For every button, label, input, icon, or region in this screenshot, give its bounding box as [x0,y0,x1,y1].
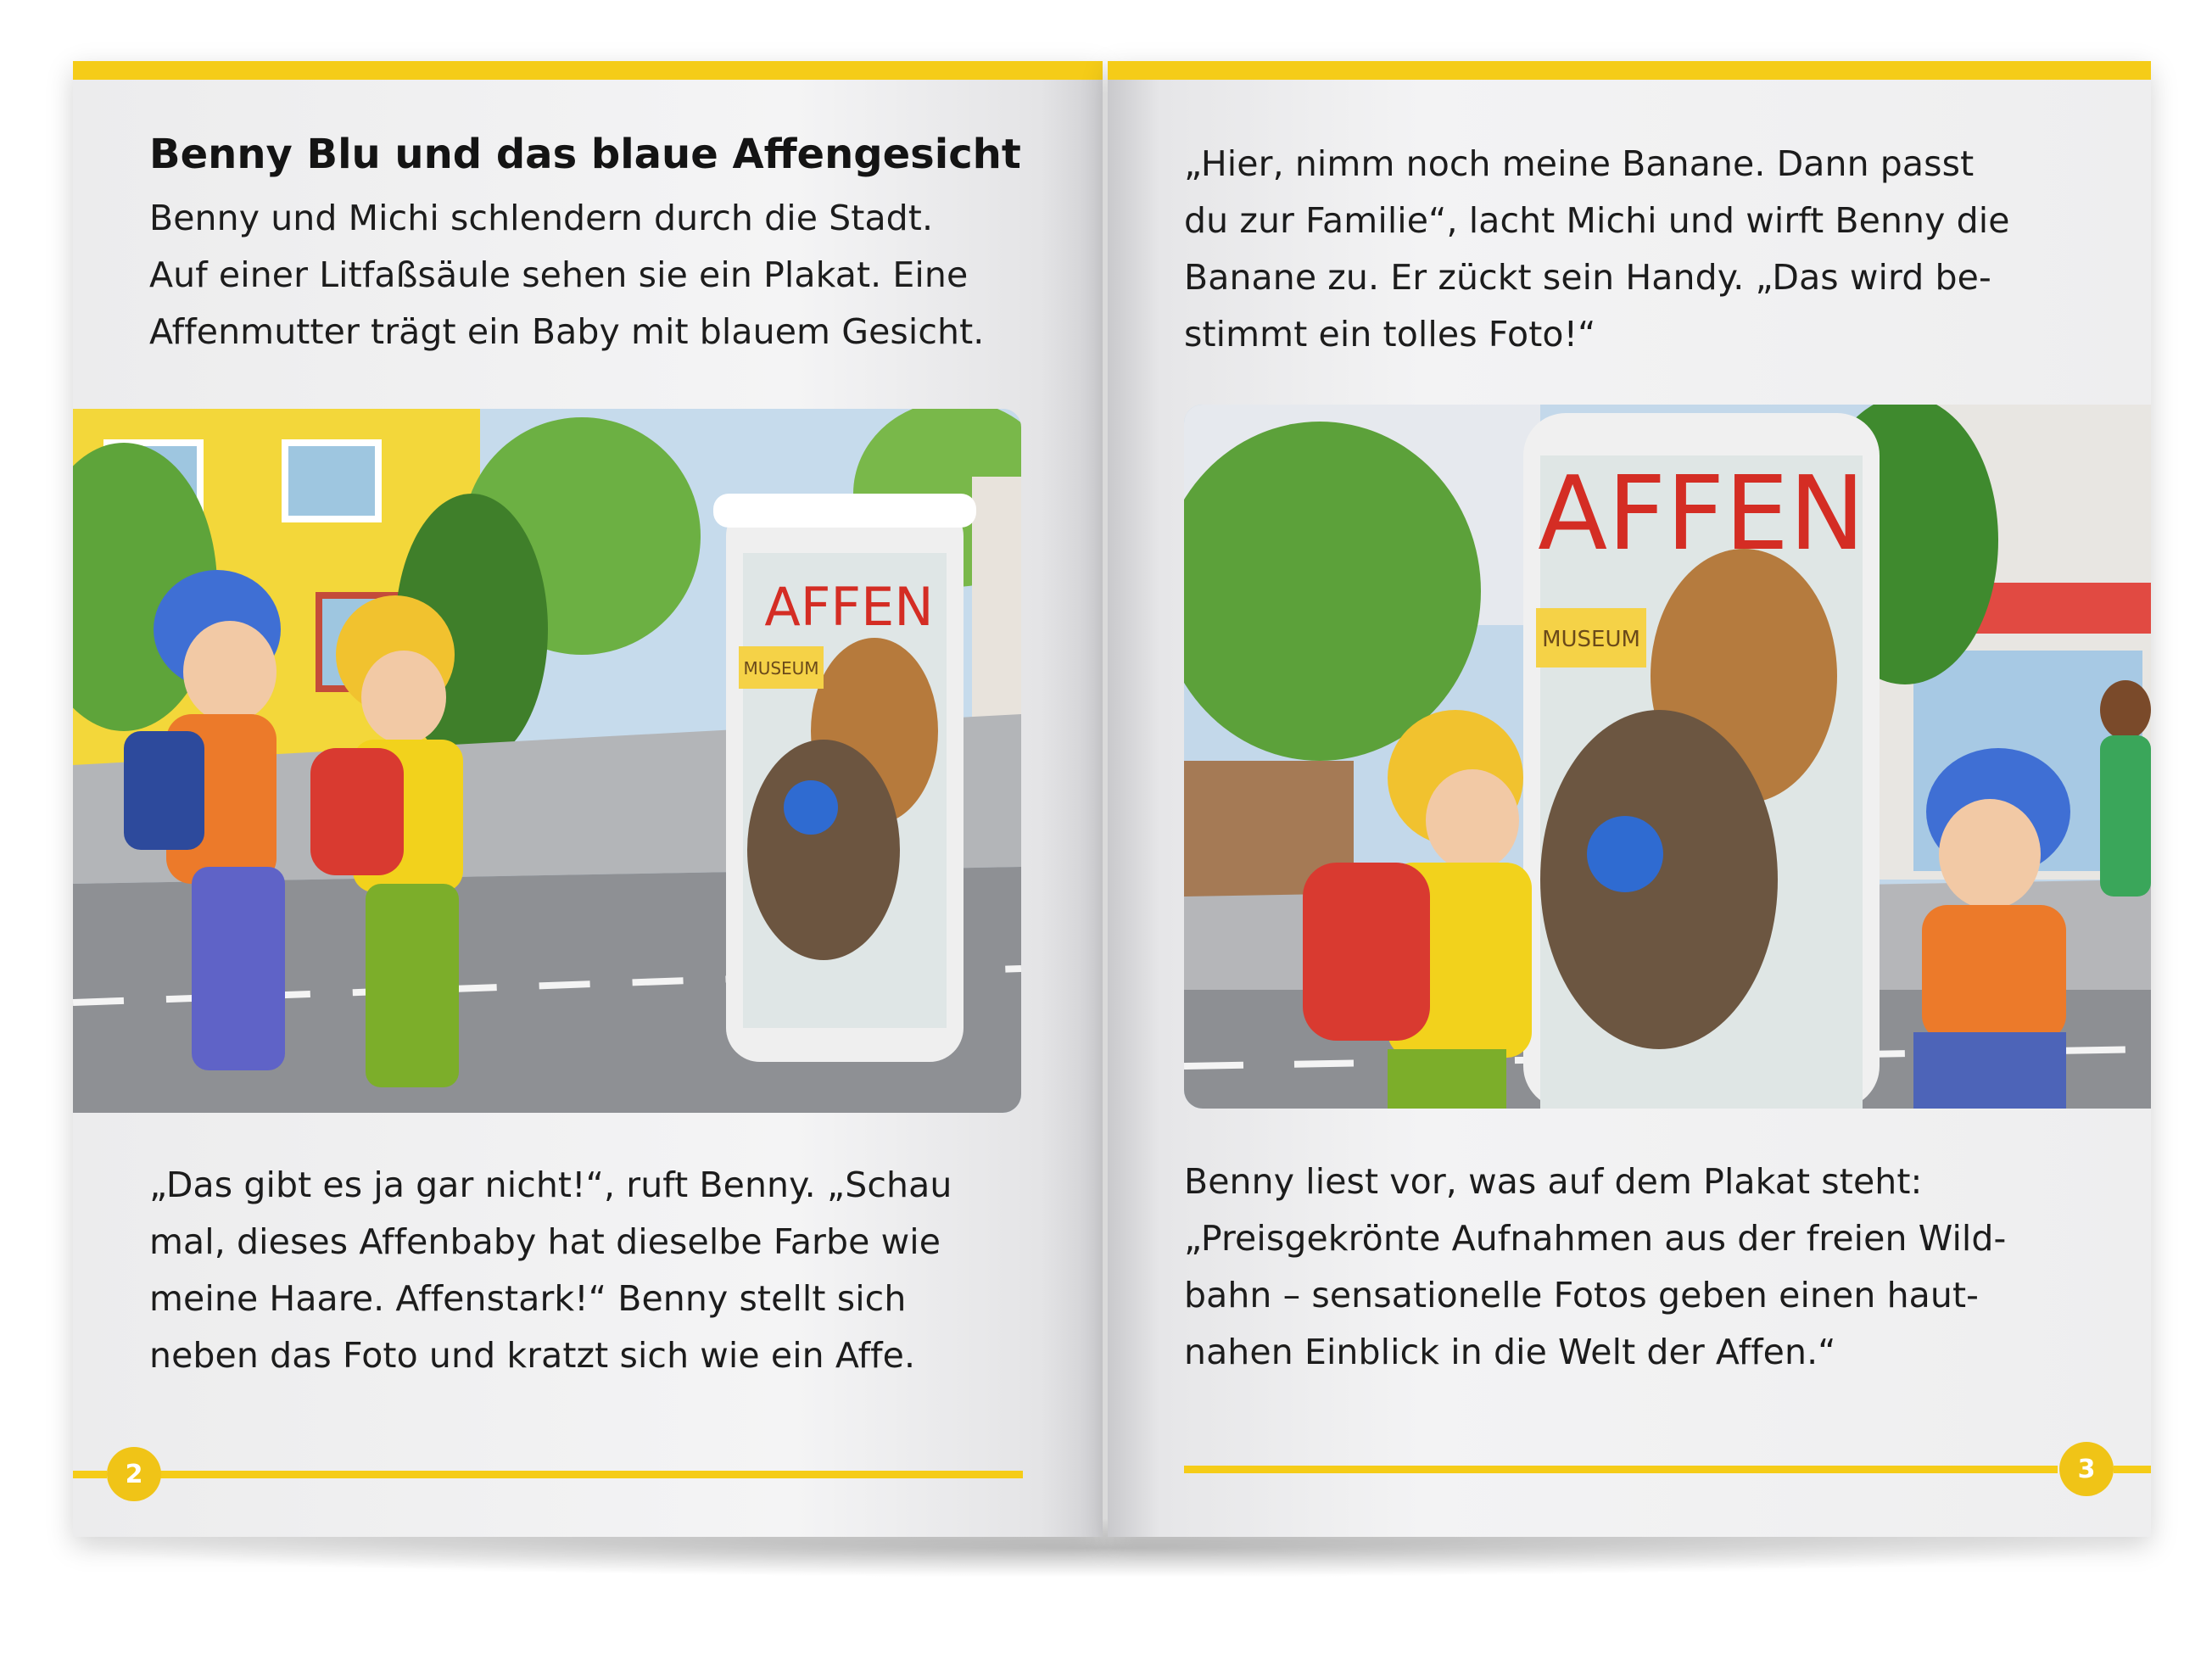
text-line: „Hier, nimm noch meine Banane. Dann passt [1184,143,1975,184]
poster-title: AFFEN [764,576,934,638]
right-paragraph-2 [1184,1153,2006,1381]
illustration-street-scene [73,409,1021,1113]
footer-line [1184,1466,2058,1473]
footer-line [115,1471,1023,1478]
text-line: Auf einer Litfaßsäule sehen sie ein Plakat. Eine [149,254,969,295]
right-paragraph-1 [1184,136,2010,363]
left-page [73,61,1103,1537]
text-line: Benny und Michi schlendern durch die Stadt. [149,198,934,238]
footer-line-stub [2114,1466,2151,1473]
street-illustration-2 [1184,405,2151,1109]
text-line: Benny liest vor, was auf dem Plakat steht: [1184,1161,1923,1202]
text-line: Banane zu. Er zückt sein Handy. „Das wird be- [1184,257,1991,298]
page-number-badge: 3 [2059,1442,2114,1496]
text-line: Affenmutter trägt ein Baby mit blauem Gesicht. [149,311,985,352]
street-illustration-1 [73,409,1021,1113]
left-paragraph-2 [149,1157,952,1384]
page-title: Benny Blu und das blaue Affengesicht [149,131,1021,178]
text-line: neben das Foto und kratzt sich wie ein Affe. [149,1335,916,1376]
text-line: meine Haare. Affenstark!“ Benny stellt sich [149,1278,907,1319]
poster-museum-label: MUSEUM [1542,627,1640,652]
page-number-badge: 2 [107,1447,161,1501]
text-line: bahn – sensationelle Fotos geben einen haut- [1184,1275,1980,1315]
text-line: „Preisgekrönte Aufnahmen aus der freien Wild- [1184,1218,2007,1259]
text-line: stimmt ein tolles Foto!“ [1184,314,1596,355]
left-paragraph-1 [149,190,984,360]
poster-title: AFFEN [1538,455,1865,573]
poster-museum-label: MUSEUM [743,658,819,679]
top-yellow-bar [73,61,1103,80]
text-line: du zur Familie“, lacht Michi und wirft Benny die [1184,200,2010,241]
top-yellow-bar [1108,61,2151,80]
right-page [1108,61,2151,1537]
text-line: mal, dieses Affenbaby hat dieselbe Farbe wie [149,1221,941,1262]
text-line: „Das gibt es ja gar nicht!“, ruft Benny. „Schau [149,1165,952,1205]
illustration-photo-scene [1184,405,2151,1109]
text-line: nahen Einblick in die Welt der Affen.“ [1184,1332,1836,1372]
footer-line-stub [73,1471,107,1478]
